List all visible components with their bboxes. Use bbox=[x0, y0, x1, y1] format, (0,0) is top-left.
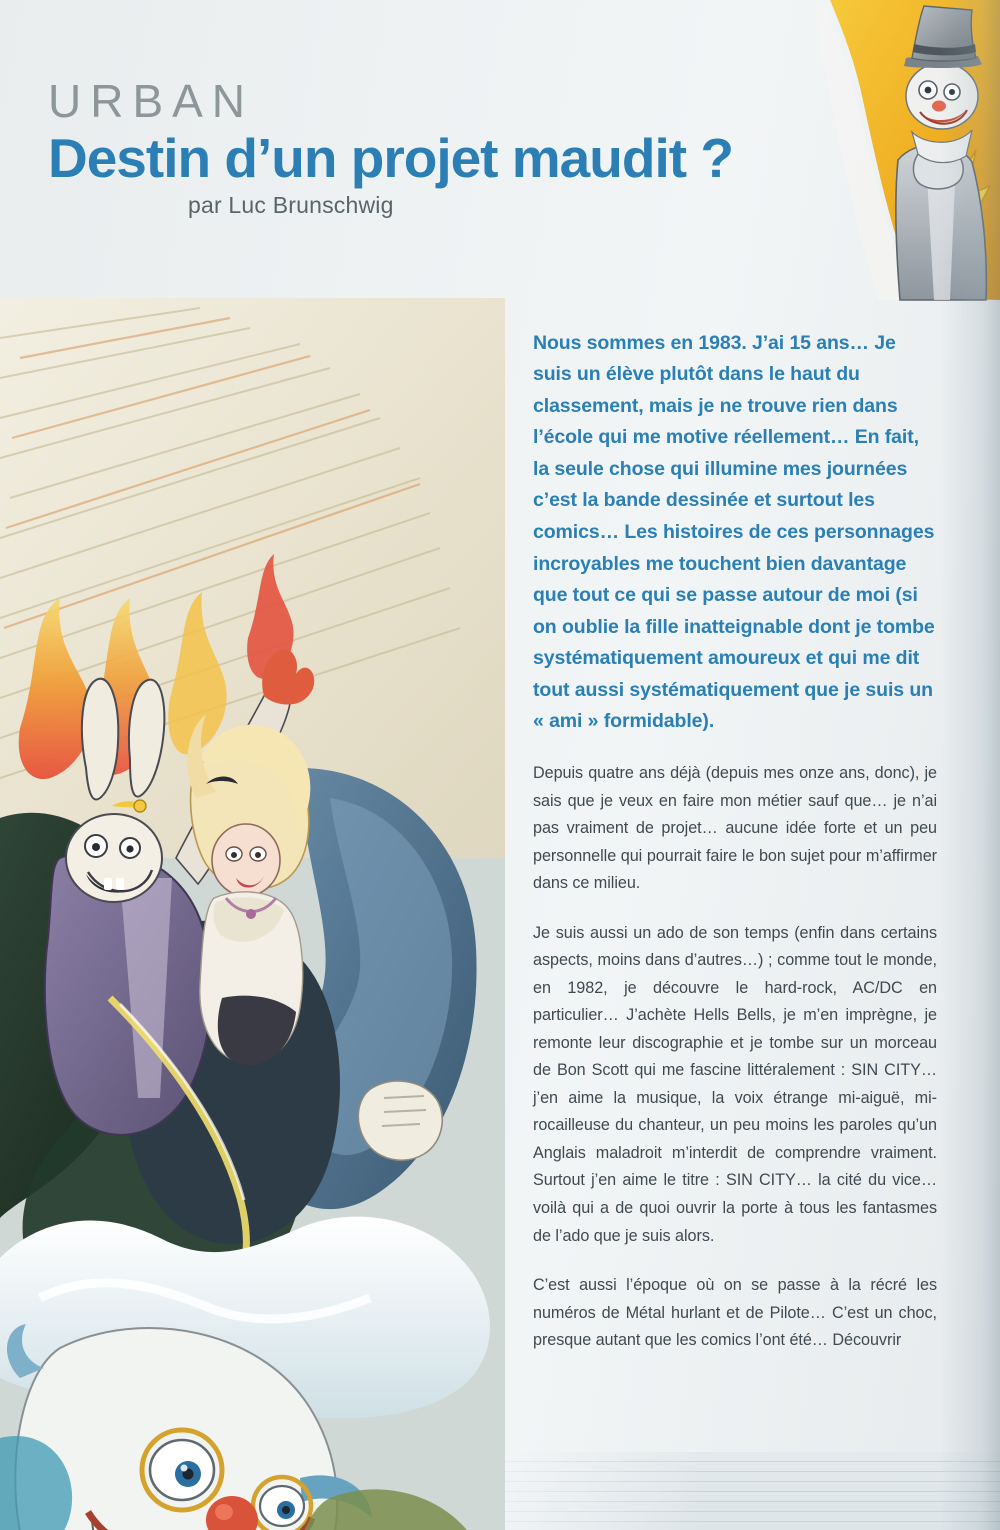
masthead bbox=[48, 75, 808, 219]
top-hat-clown-illustration bbox=[800, 0, 1000, 305]
body-paragraph-3: C’est aussi l’époque où on se passe à la récré les numéros de Métal hurlant et de Pilote… C’est un choc, presque autant que les comics l’ont été… Découvrir bbox=[533, 1276, 937, 1350]
comic-characters-illustration bbox=[0, 298, 505, 1530]
body-paragraph-2: Je suis aussi un ado de son temps (enfin dans certains aspects, moins dans d’autres…) ; comme tout le monde, en 1982, je découvre le hard-rock, AC/DC en particulier… J’achète Hells Bells, je m’en imprègne, je remonte leur discographie et je tombe sur un morceau de Bon Scott qui me fascine littéralement : SIN CITY… j’en aime la musique, la voix étrange mi-aiguë, mi-rocailleuse du chanteur, un peu moins les paroles qu’un Anglais maladroit m’interdit de comprendre vraiment. Surtout j’en aime le titre : SIN CITY… la cité du vice… voilà qui a de quoi ouvrir la porte à tous les fantasmes de l’ado que je suis alors. bbox=[533, 923, 937, 1245]
page-title: Destin d’un projet maudit ? bbox=[48, 127, 733, 189]
page-bottom-ruled-area bbox=[505, 1452, 1000, 1530]
lede-paragraph: Nous sommes en 1983. J’ai 15 ans… Je suis un élève plutôt dans le haut du classement, mais je ne trouve rien dans l’école qui me motive réellement… En fait, la seule chose qui illumine mes journées c’est la bande dessinée et surtout les comics… Les histoires de ces personnages incroyables me touchent bien davantage que tout ce qui se passe autour de moi (si on oublie la fille inatteignable dont je tombe systématiquement amoureux et qui me dit tout aussi systématiquement que je suis un « ami » formidable). bbox=[533, 331, 935, 733]
body-paragraph-1: Depuis quatre ans déjà (depuis mes onze ans, donc), je sais que je veux en faire mon métier sauf que… je n’ai pas vraiment de projet… aucune idée forte et un peu personnelle qui pourrait faire le bon sujet pour m’affirmer dans ce milieu. bbox=[533, 764, 937, 893]
article-text-column bbox=[533, 308, 937, 1371]
kicker-title: URBAN bbox=[48, 75, 255, 127]
byline: par Luc Brunschwig bbox=[188, 191, 394, 218]
